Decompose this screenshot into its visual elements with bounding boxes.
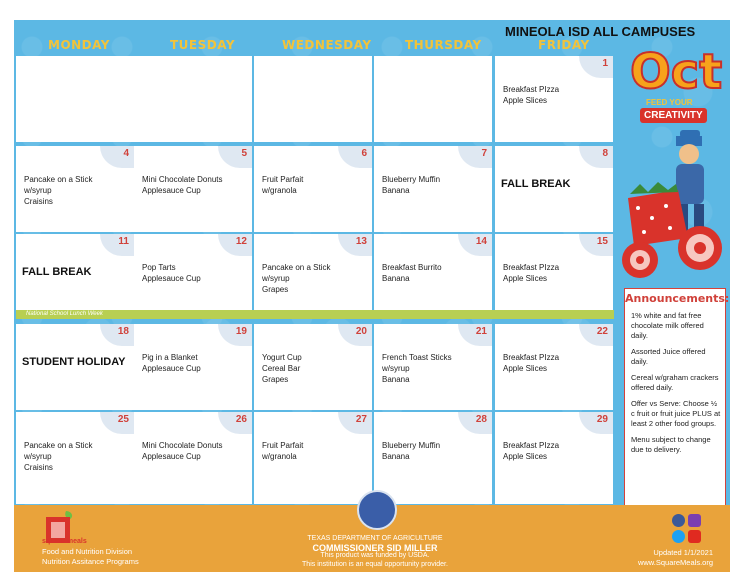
farmer-tractor-illustration [618, 128, 726, 288]
menu-text: Yogurt Cup Cereal Bar Grapes [262, 353, 302, 384]
menu-text: Breakfast PIzza Apple Slices [503, 353, 560, 373]
date-number: 26 [235, 414, 247, 425]
calendar-cell [134, 234, 252, 311]
calendar-cell [374, 56, 492, 142]
funding-note: This product was funded by USDA. [320, 552, 430, 559]
calendar-cell [134, 146, 252, 232]
date-number: 7 [481, 148, 487, 159]
footer-center-text [260, 535, 490, 569]
footer-left-text [42, 538, 139, 567]
menu-text: Pig in a Blanket Applesauce Cup [142, 353, 201, 373]
instagram-icon[interactable] [688, 514, 701, 527]
announcement-item: Offer vs Serve: Choose ½ c fruit or fruit juice PLUS at least 2 other food groups. [631, 399, 721, 428]
updated-date: Updated 1/1/2021 [653, 548, 713, 557]
announcements-panel [624, 288, 730, 510]
no-school-label: FALL BREAK [501, 178, 571, 190]
date-number: 29 [596, 414, 608, 425]
calendar-cell [374, 412, 492, 504]
calendar-cell [134, 412, 252, 504]
date-number: 20 [355, 326, 367, 337]
twitter-icon[interactable] [672, 530, 685, 543]
footer-right-text [618, 548, 713, 568]
date-number: 6 [361, 148, 367, 159]
calendar-cell [16, 56, 134, 142]
menu-text: Pancake on a Stick w/syrup Craisins [24, 441, 93, 472]
tagline-top: FEED YOUR [646, 98, 693, 107]
date-number: 27 [355, 414, 367, 425]
calendar-cell [374, 234, 492, 311]
calendar-cell [495, 324, 613, 410]
calendar-cell [134, 324, 252, 410]
calendar-cell [374, 324, 492, 410]
date-number: 22 [596, 326, 608, 337]
calendar-cell [134, 56, 252, 142]
announcements-heading: Announcements: [625, 292, 730, 305]
date-number: 25 [117, 414, 129, 425]
menu-text: Blueberry Muffin Banana [382, 441, 441, 461]
youtube-icon[interactable] [688, 530, 701, 543]
date-number: 15 [596, 236, 608, 247]
no-school-label: FALL BREAK [22, 266, 92, 278]
division-line1: Food and Nutrition Division [42, 547, 133, 556]
website-link[interactable]: www.SquareMeals.org [637, 558, 713, 567]
menu-text: Breakfast PIzza Apple Slices [503, 263, 560, 283]
menu-text: Breakfast PIzza Apple Slices [503, 85, 560, 105]
date-number: 12 [235, 236, 247, 247]
lunch-week-label: National School Lunch Week [26, 311, 103, 317]
date-number: 19 [235, 326, 247, 337]
equal-opportunity-note: This institution is an equal opportunity provider. [302, 560, 448, 568]
day-header-thursday: THURSDAY [405, 38, 482, 52]
calendar-cell [254, 324, 372, 410]
brand-name: square meals [42, 538, 87, 545]
calendar-cell [254, 234, 372, 311]
day-header-friday: FRIDAY [538, 38, 590, 52]
calendar-cell [16, 324, 134, 410]
calendar-cell [254, 412, 372, 504]
menu-text: Pancake on a Stick w/syrup Craisins [24, 175, 93, 206]
menu-text: Pancake on a Stick w/syrup Grapes [262, 263, 331, 294]
no-school-label: STUDENT HOLIDAY [22, 356, 126, 368]
menu-text: Fruit Parfait w/granola [262, 175, 304, 195]
calendar-cell [495, 234, 613, 311]
menu-text: Breakfast PIzza Apple Slices [503, 441, 560, 461]
date-number: 11 [118, 236, 129, 247]
lunch-week-banner [16, 310, 614, 319]
commissioner-name: COMMISSIONER SID MILLER [312, 542, 438, 553]
calendar-cell [495, 146, 613, 232]
date-number: 13 [355, 236, 367, 247]
announcement-item: Menu subject to change due to delivery. [631, 435, 711, 454]
day-header-wednesday: WEDNESDAY [282, 38, 372, 52]
date-number: 4 [123, 148, 129, 159]
announcement-item: Assorted Juice offered daily. [631, 347, 706, 366]
date-number: 8 [602, 148, 608, 159]
date-number: 28 [475, 414, 487, 425]
social-icons [672, 514, 706, 544]
menu-text: Breakfast Burrito Banana [382, 263, 442, 283]
calendar-cell [16, 234, 134, 311]
date-number: 1 [602, 58, 608, 69]
date-number: 21 [475, 326, 487, 337]
page-title: MINEOLA ISD ALL CAMPUSES [505, 24, 696, 39]
calendar-cell [254, 56, 372, 142]
calendar-cell [16, 146, 134, 232]
day-header-tuesday: TUESDAY [170, 38, 236, 52]
menu-text: Mini Chocolate Donuts Applesauce Cup [142, 441, 223, 461]
menu-text: Fruit Parfait w/granola [262, 441, 304, 461]
date-number: 14 [475, 236, 487, 247]
calendar-cell [495, 412, 613, 504]
announcement-item: 1% white and fat free chocolate milk offered daily. [631, 311, 704, 340]
menu-text: Mini Chocolate Donuts Applesauce Cup [142, 175, 223, 195]
calendar-cell [374, 146, 492, 232]
division-line2: Nutrition Assitance Programs [42, 557, 139, 566]
tagline-badge: CREATIVITY [640, 108, 707, 123]
menu-text: French Toast Sticks w/syrup Banana [382, 353, 452, 384]
date-number: 5 [241, 148, 247, 159]
menu-text: Blueberry Muffin Banana [382, 175, 441, 195]
facebook-icon[interactable] [672, 514, 685, 527]
menu-text: Pop Tarts Applesauce Cup [142, 263, 201, 283]
date-number: 18 [117, 326, 129, 337]
announcement-item: Cereal w/graham crackers offered daily. [631, 373, 719, 392]
texas-seal-icon [357, 490, 397, 530]
calendar-cell [495, 56, 613, 142]
calendar-cell [254, 146, 372, 232]
calendar-cell [16, 412, 134, 504]
day-header-monday: MONDAY [48, 38, 110, 52]
dept-name: TEXAS DEPARTMENT OF AGRICULTURE [307, 535, 443, 542]
month-logo: Oct [630, 44, 723, 100]
